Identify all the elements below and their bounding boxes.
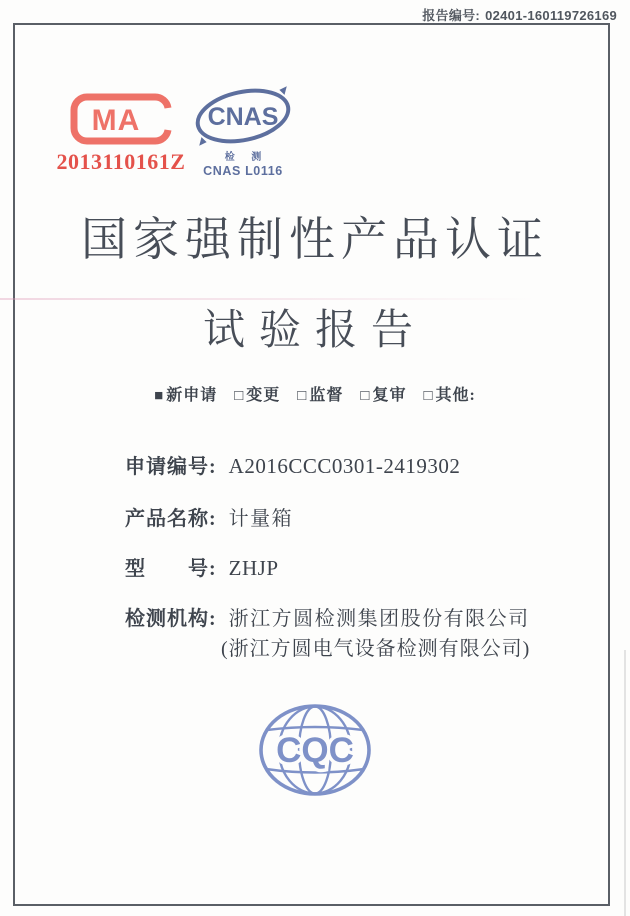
- checkbox-item-other: [423, 387, 475, 404]
- cqc-globe-icon: [257, 702, 373, 800]
- scan-edge-line: [624, 650, 626, 916]
- field-label: 检测机构:: [125, 608, 217, 630]
- checkbox-item-change: [234, 387, 280, 404]
- checkbox-label: 新申请: [166, 387, 218, 404]
- field-test-lab: [125, 602, 530, 631]
- empty-box-icon: □: [297, 388, 308, 404]
- empty-box-icon: □: [234, 388, 245, 404]
- empty-box-icon: □: [360, 388, 371, 404]
- field-value: ZHJP: [228, 556, 279, 580]
- checkbox-label: 复审: [372, 387, 407, 404]
- field-label: 申请编号:: [125, 456, 217, 478]
- field-product-name: [125, 502, 293, 531]
- field-application-number: [125, 450, 460, 479]
- checkbox-item-supervision: [297, 387, 343, 404]
- field-model: [125, 552, 279, 581]
- cma-accreditation-mark: [56, 92, 186, 175]
- cnas-letters: CNAS: [207, 103, 279, 131]
- field-value: A2016CCC0301-2419302: [228, 454, 461, 478]
- field-label: 产品名称:: [125, 508, 217, 530]
- report-number-label: 报告编号:: [422, 8, 481, 23]
- empty-box-icon: □: [423, 388, 434, 404]
- checkbox-label: 变更: [246, 387, 281, 404]
- cnas-accreditation-mark: [188, 86, 298, 178]
- checkbox-item-review: [360, 387, 406, 404]
- cma-certificate-number: 2013110161Z: [56, 149, 186, 174]
- field-test-lab-line2: (浙江方圆电气设备检测有限公司): [221, 638, 531, 660]
- field-label: 型 号:: [125, 558, 217, 580]
- field-value: 计量箱: [228, 508, 294, 530]
- report-number-line: [422, 5, 617, 24]
- field-value: 浙江方圆检测集团股份有限公司: [228, 608, 530, 630]
- checkbox-label: 监督: [309, 387, 344, 404]
- cma-logo-icon: [70, 92, 172, 146]
- cnas-logo-icon: [192, 86, 294, 146]
- report-number-value: 02401-160119726169: [485, 8, 617, 23]
- certification-title: 国家强制性产品认证: [81, 214, 549, 265]
- report-title: 试验报告: [202, 308, 427, 354]
- checkbox-item-new-application: [154, 387, 217, 404]
- cnas-lab-code: CNAS L0116: [203, 164, 283, 178]
- cqc-letters: CQC: [276, 731, 354, 770]
- checkbox-label: 其他:: [435, 387, 476, 404]
- checked-box-icon: ■: [154, 388, 165, 404]
- cqc-mark: [257, 702, 373, 800]
- cma-letters: MA: [91, 104, 141, 137]
- cnas-caption: 检 测: [224, 152, 269, 163]
- application-type-row: [0, 382, 630, 405]
